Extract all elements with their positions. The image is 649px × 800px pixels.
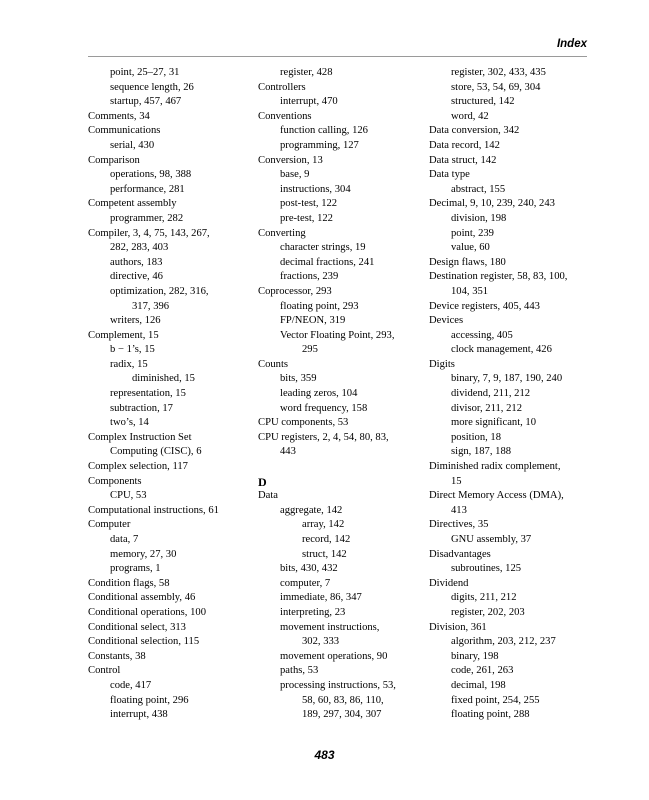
index-subentry: code, 417: [110, 679, 152, 691]
index-subentry: optimization, 282, 316,: [110, 285, 209, 297]
index-subentry: computer, 7: [280, 577, 331, 589]
index-entry: Conditional operations, 100: [88, 606, 206, 618]
index-subentry: bits, 430, 432: [280, 563, 338, 575]
index-subentry: 189, 297, 304, 307: [302, 709, 382, 721]
index-column-3: [429, 66, 599, 723]
index-subentry: authors, 183: [110, 256, 163, 268]
index-subentry: radix, 15: [110, 358, 148, 370]
index-entry: Complex Instruction Set: [88, 431, 192, 443]
index-subentry: 295: [302, 344, 318, 356]
index-subentry: character strings, 19: [280, 242, 366, 254]
index-entry: Direct Memory Access (DMA),: [429, 490, 564, 502]
index-subentry: sequence length, 26: [110, 81, 194, 93]
index-entry: Conditional select, 313: [88, 621, 186, 633]
index-subentry: binary, 198: [451, 650, 499, 662]
index-entry: Converting: [258, 227, 306, 239]
index-entry: Computational instructions, 61: [88, 504, 219, 516]
index-entry: Data: [258, 490, 278, 502]
index-entry: Device registers, 405, 443: [429, 300, 540, 312]
index-subentry: 302, 333: [302, 636, 340, 648]
index-subentry: division, 198: [451, 212, 507, 224]
index-entry: Conditional assembly, 46: [88, 592, 196, 604]
index-entry: Condition flags, 58: [88, 577, 170, 589]
index-subentry: subtraction, 17: [110, 402, 173, 414]
index-subentry: interrupt, 438: [110, 709, 168, 721]
index-entry: Compiler, 3, 4, 75, 143, 267,: [88, 227, 210, 239]
index-entry: Data type: [429, 169, 470, 181]
index-subentry: 413: [451, 504, 467, 516]
index-subentry: 58, 60, 83, 86, 110,: [302, 694, 384, 706]
index-subentry: post-test, 122: [280, 198, 338, 210]
index-subentry: binary, 7, 9, 187, 190, 240: [451, 373, 563, 385]
index-subentry: leading zeros, 104: [280, 388, 358, 400]
index-subentry: fixed point, 254, 255: [451, 694, 540, 706]
index-subentry: decimal fractions, 241: [280, 256, 375, 268]
index-entry: CPU registers, 2, 4, 54, 80, 83,: [258, 431, 389, 443]
index-subentry: floating point, 293: [280, 300, 359, 312]
index-subentry: clock management, 426: [451, 344, 552, 356]
index-subentry: position, 18: [451, 431, 502, 443]
index-subentry: array, 142: [302, 519, 345, 531]
index-subentry: point, 25–27, 31: [110, 67, 180, 78]
index-subentry: movement instructions,: [280, 621, 380, 633]
index-entry: Destination register, 58, 83, 100,: [429, 271, 568, 283]
index-entry: Counts: [258, 358, 289, 370]
index-subentry: Computing (CISC), 6: [110, 446, 202, 458]
index-entry: Control: [88, 665, 121, 677]
index-subentry: memory, 27, 30: [110, 548, 177, 560]
index-subentry: abstract, 155: [451, 183, 506, 195]
index-subentry: divisor, 211, 212: [451, 402, 522, 414]
index-subentry: performance, 281: [110, 183, 185, 195]
index-subentry: word, 42: [451, 110, 489, 122]
index-subentry: structured, 142: [451, 96, 515, 108]
index-subentry: serial, 430: [110, 139, 155, 151]
index-subentry: interrupt, 470: [280, 96, 338, 108]
index-column-2: [258, 66, 428, 723]
index-entry: Design flaws, 180: [429, 256, 506, 268]
index-entry: Coprocessor, 293: [258, 285, 332, 297]
index-subentry: dividend, 211, 212: [451, 388, 531, 400]
index-subentry: base, 9: [280, 169, 310, 181]
page-number: 483: [314, 748, 335, 762]
index-subentry: struct, 142: [302, 548, 347, 560]
running-head: Index: [556, 38, 587, 50]
index-subentry: two’s, 14: [110, 417, 149, 429]
index-entry: Conditional selection, 115: [88, 636, 200, 648]
index-subentry: diminished, 15: [132, 373, 195, 385]
index-column-1: [88, 66, 258, 723]
index-entry: Computer: [88, 519, 131, 531]
index-entry: Data conversion, 342: [429, 125, 520, 137]
index-subentry: sign, 187, 188: [451, 446, 512, 458]
index-subentry: immediate, 86, 347: [280, 592, 362, 604]
index-entry: Comparison: [88, 154, 140, 166]
index-subentry: store, 53, 54, 69, 304: [451, 81, 541, 93]
index-subentry: CPU, 53: [110, 490, 147, 502]
index-subentry: b − 1’s, 15: [110, 344, 155, 356]
index-entry: Constants, 38: [88, 650, 146, 662]
index-subentry: accessing, 405: [451, 329, 513, 341]
index-subentry: movement operations, 90: [280, 650, 388, 662]
index-entry: Diminished radix complement,: [429, 461, 561, 473]
index-entry: CPU components, 53: [258, 417, 349, 429]
index-subentry: representation, 15: [110, 388, 186, 400]
index-entry: Conversion, 13: [258, 154, 323, 166]
index-entry: Division, 361: [429, 621, 487, 633]
index-subentry: more significant, 10: [451, 417, 537, 429]
index-entry: Complement, 15: [88, 329, 159, 341]
index-entry: Decimal, 9, 10, 239, 240, 243: [429, 198, 555, 210]
index-subentry: Vector Floating Point, 293,: [280, 329, 395, 341]
index-entry: Conventions: [258, 110, 312, 122]
index-subentry: 282, 283, 403: [110, 242, 169, 254]
index-subentry: processing instructions, 53,: [280, 679, 396, 691]
index-subentry: instructions, 304: [280, 183, 351, 195]
index-entry: Competent assembly: [88, 198, 177, 210]
index-subentry: 104, 351: [451, 285, 489, 297]
index-subentry: startup, 457, 467: [110, 96, 182, 108]
index-entry: Complex selection, 117: [88, 461, 188, 473]
index-subentry: word frequency, 158: [280, 402, 368, 414]
index-subentry: interpreting, 23: [280, 606, 346, 618]
index-subentry: programming, 127: [280, 139, 359, 151]
index-subentry: register, 428: [280, 67, 333, 78]
header-rule: [88, 56, 587, 57]
index-subentry: 15: [451, 475, 462, 487]
index-subentry: pre-test, 122: [280, 212, 333, 224]
index-entry: Directives, 35: [429, 519, 489, 531]
index-entry: Data struct, 142: [429, 154, 497, 166]
index-subentry: digits, 211, 212: [451, 592, 517, 604]
index-subentry: data, 7: [110, 534, 139, 545]
index-entry: Controllers: [258, 81, 306, 93]
index-subentry: value, 60: [451, 242, 490, 254]
index-subentry: 317, 396: [132, 300, 170, 312]
index-subentry: code, 261, 263: [451, 665, 514, 677]
index-subentry: directive, 46: [110, 271, 163, 283]
index-subentry: record, 142: [302, 534, 351, 545]
index-entry: Digits: [429, 358, 455, 370]
index-subentry: aggregate, 142: [280, 504, 343, 516]
index-subentry: subroutines, 125: [451, 563, 522, 575]
index-subentry: floating point, 296: [110, 694, 189, 706]
index-spacer: [258, 460, 428, 475]
index-entry: Components: [88, 475, 142, 487]
index-entry: Comments, 34: [88, 110, 150, 122]
index-subentry: register, 202, 203: [451, 606, 525, 618]
index-subentry: bits, 359: [280, 373, 317, 385]
index-entry: Communications: [88, 125, 161, 137]
index-subentry: decimal, 198: [451, 679, 506, 691]
index-subentry: operations, 98, 388: [110, 169, 192, 181]
index-subentry: floating point, 288: [451, 709, 530, 721]
index-subentry: FP/NEON, 319: [280, 315, 346, 327]
index-subentry: function calling, 126: [280, 125, 368, 137]
index-subentry: register, 302, 433, 435: [451, 67, 546, 78]
index-entry: Dividend: [429, 577, 469, 589]
index-entry: Disadvantages: [429, 548, 491, 560]
index-entry: Data record, 142: [429, 139, 500, 151]
index-subentry: fractions, 239: [280, 271, 339, 283]
index-subentry: programs, 1: [110, 563, 161, 575]
index-subentry: GNU assembly, 37: [451, 534, 532, 545]
index-subentry: algorithm, 203, 212, 237: [451, 636, 556, 648]
index-entry: Devices: [429, 315, 464, 327]
index-subentry: writers, 126: [110, 315, 161, 327]
index-letter-heading: D: [258, 474, 267, 489]
index-subentry: point, 239: [451, 227, 494, 239]
index-subentry: paths, 53: [280, 665, 319, 677]
index-subentry: programmer, 282: [110, 212, 184, 224]
index-subentry: 443: [280, 446, 296, 458]
